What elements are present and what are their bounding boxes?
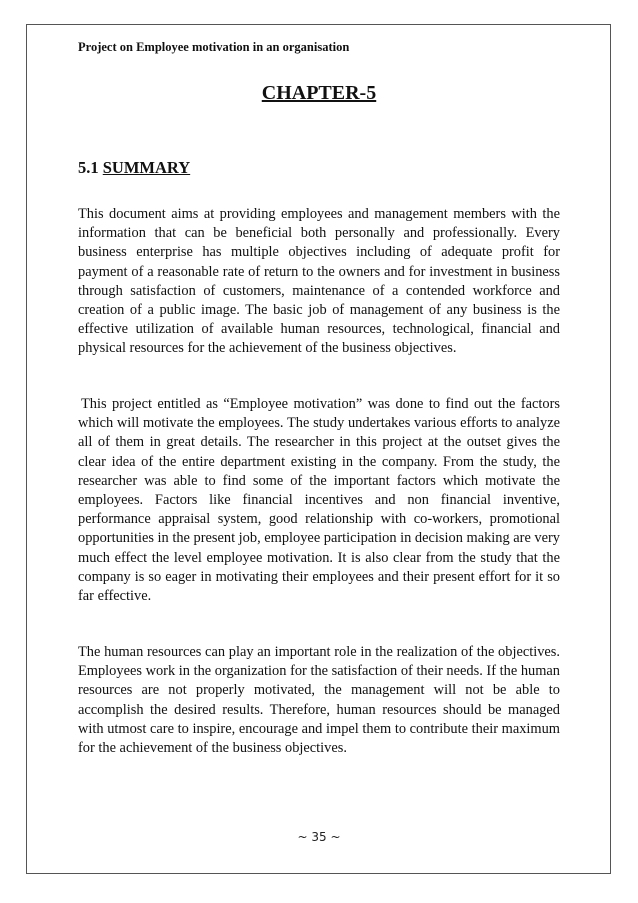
section-heading [78,158,190,178]
chapter-heading: CHAPTER-5 [261,82,377,104]
section-number: 5.1 [78,158,99,177]
page-number: ~ 35 ~ [297,830,341,844]
summary-paragraph-3: The human resources can play an important role in the realization of the objectives. Employees work in the organization for the satisfaction of their needs. If the human resources are not properly motivated, the management will not be able to accomplish the desired results. Therefore, human resources should be managed with utmost care to inspire, encourage and impel them to contribute their maximum for the achievement of the business objectives. [78,644,560,757]
summary-paragraph-1: This document aims at providing employees and management members with the information that can be beneficial both personally and professionally. Every business enterprise has multiple objectives including of adequate profit for payment of a reasonable rate of return to the owners and for investment in business through satisfaction of customers, maintenance of a contended workforce and creation of a public image. The basic job of management of any business is the effective utilization of available human resources, technological, financial and physical resources for the achievement of the business objectives. [78,206,560,357]
running-header: Project on Employee motivation in an organisation [78,40,350,54]
section-title: SUMMARY [102,158,191,177]
summary-paragraph-2: This project entitled as “Employee motivation” was done to find out the factors which will motivate the employees. The study undertakes various efforts to analyze all of them in great details. The researcher in this project at the outset gives the clear idea of the entire department existing in the company. From the study, the researcher was able to find some of the important factors which motivate the employees. Factors like financial incentives and non financial inventive, performance appraisal system, good relationship with co-workers, promotional opportunities in the present job, employee participation in decision making are very much effect the level employee motivation. It is also clear from the study that the company is so eager in motivating their employees and their present effort for it so far effective. [78,396,560,605]
